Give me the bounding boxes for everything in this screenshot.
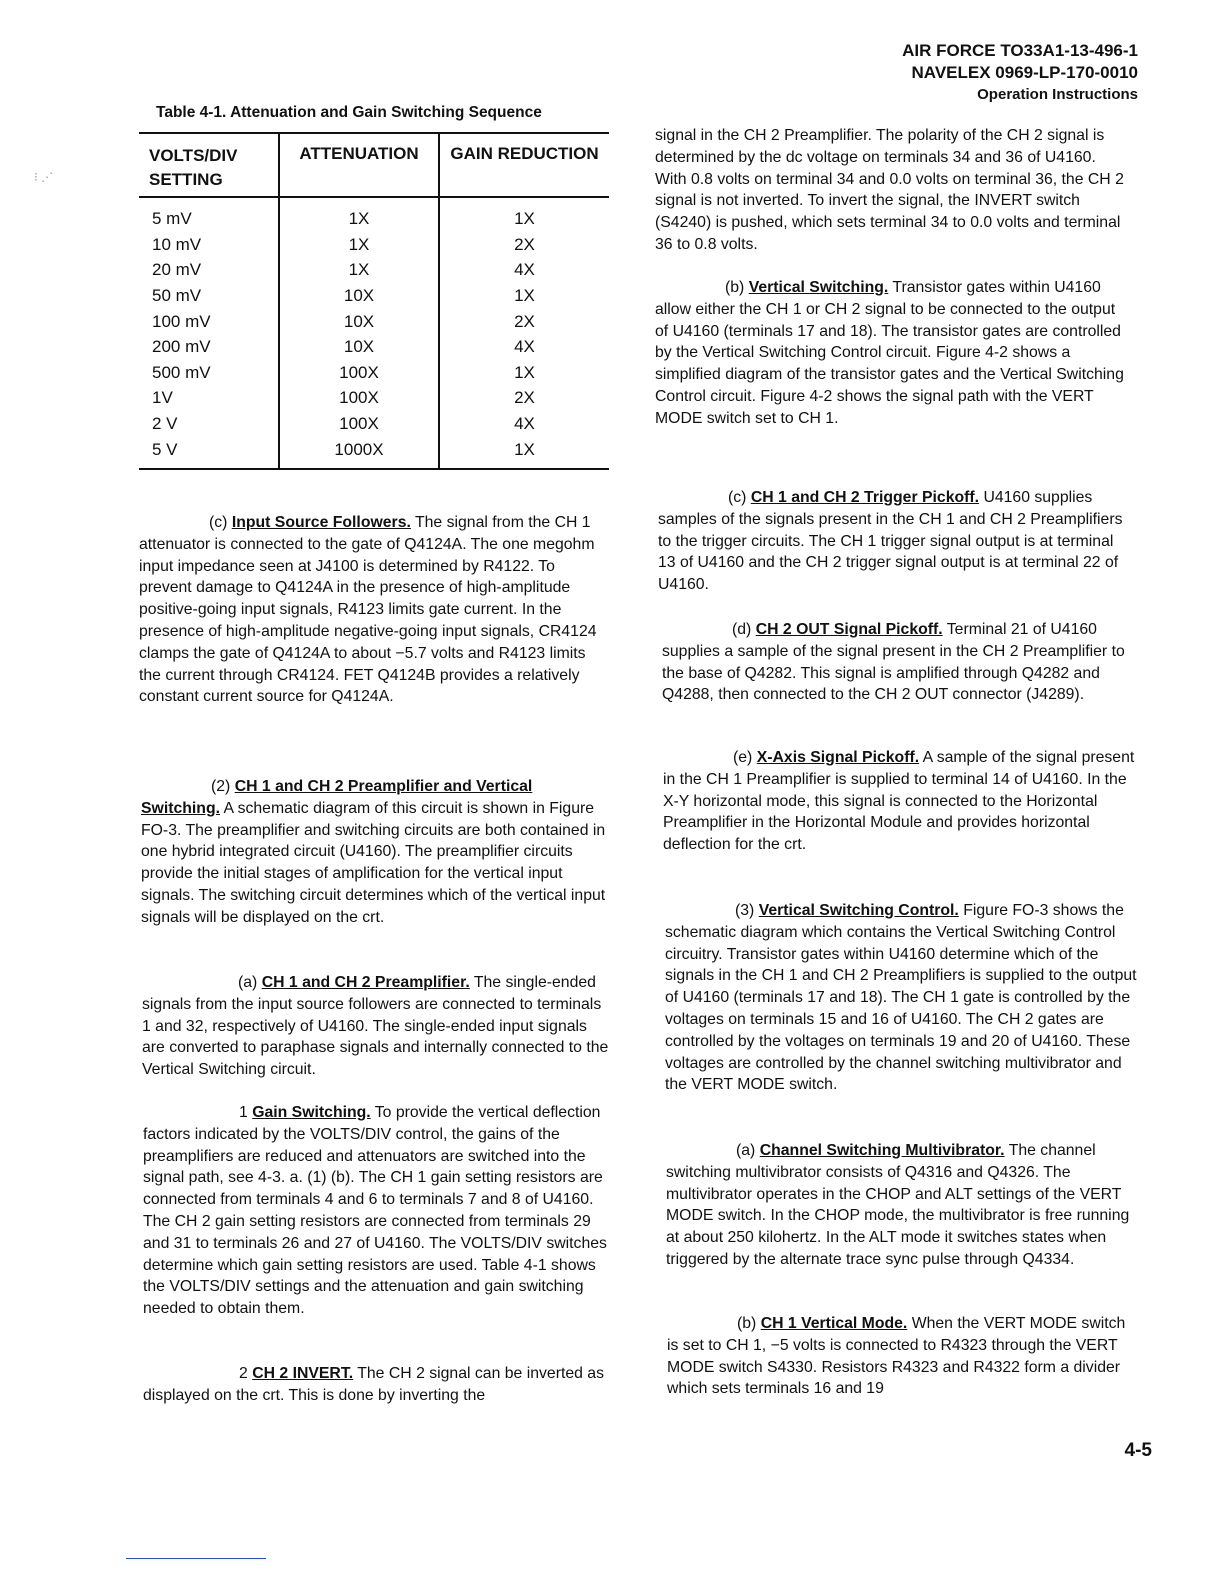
cell-attenuation: 1000X [279,436,439,469]
cell-attenuation: 100X [279,411,439,437]
cell-attenuation: 1X [279,232,439,258]
left-para-preamplifier-vertical-switching [141,776,611,929]
table-header-row [139,133,609,197]
para-text: U4160 supplies samples of the signals present in the CH 1 and CH 2 Preamplifiers to the trigger circuits. The CH 1 trigger signal output is at terminal 13 of U4160 and the CH 2 trigger signal output is at terminal 22 of U4160. [658,489,1123,594]
table-row [139,360,609,386]
scan-speck: ⁝ ⋰ [34,170,54,184]
para-heading: CH 1 Vertical Mode. [760,1315,908,1332]
cell-attenuation: 10X [279,283,439,309]
cell-attenuation: 10X [279,308,439,334]
cell-gain: 1X [439,436,609,469]
cell-gain: 4X [514,260,535,280]
para-number: (2) [211,778,231,795]
cell-attenuation: 1X [279,197,439,232]
cell-volts: 5 mV [139,197,279,232]
table-row [139,334,609,360]
para-text: Terminal 21 of U4160 supplies a sample of the signal present in the CH 2 Preamplifier to the base of Q4282. This signal is amplified through Q4282 and Q4288, then connected to the CH 2 OUT connector (J4289). [662,621,1125,704]
page-header [902,40,1138,106]
para-heading: X-Axis Signal Pickoff. [756,749,920,766]
left-para-ch2-invert [143,1363,619,1407]
para-heading: CH 1 and CH 2 Preamplifier and Vertical Switching. [141,778,533,817]
para-text: signal in the CH 2 Preamplifier. The polarity of the CH 2 signal is determined by the dc voltage on terminals 34 and 36 of U4160. With 0.8 volts on terminal 34 and 0.0 volts on terminal 36, the CH 2 signal is not inverted. To invert the signal, the INVERT switch (S4240) is pushed, which sets terminal 34 to 0.0 volts and terminal 36 to 0.8 volts. [655,127,1124,253]
para-text: To provide the vertical deflection factors indicated by the VOLTS/DIV control, the gains of the preamplifiers are reduced and attenuators are switched into the signal path, see 4-3. a. (1) (b). The CH 1 gain setting resistors are connected from terminals 4 and 6 to terminals 7 and 8 of U4160. The CH 2 gain setting resistors are connected from terminals 29 and 31 to terminals 26 and 27 of U4160. The VOLTS/DIV switches determine which gain setting resistors are used. Table 4-1 shows the VOLTS/DIV settings and the attenuation and gain switching needed to obtain them. [143,1104,607,1318]
attenuation-table [139,132,609,470]
para-number: 2 [239,1365,248,1382]
para-number: 1 [239,1104,248,1121]
cell-gain: 1X [514,362,535,382]
para-heading: Input Source Followers. [231,514,411,531]
header-volts-div: VOLTS/DIV SETTING [139,133,279,197]
para-text: A schematic diagram of this circuit is shown in Figure FO-3. The preamplifier and switching circuits are both contained in one hybrid integrated circuit (U4160). The preamplifier circuits provide the initial stages of amplification for the vertical input signals. The switching circuit determines which of the vertical input signals will be displayed on the crt. [141,799,606,926]
cell-gain: 1X [514,209,535,229]
table-row [139,411,609,437]
table-row [139,257,609,283]
right-para-invert-continued [655,125,1127,256]
cell-volts: 500 mV [139,360,279,386]
cell-volts: 10 mV [139,232,279,258]
table-row [139,232,609,258]
cell-attenuation: 1X [279,257,439,283]
table-row [139,385,609,411]
cell-gain: 1X [514,286,535,306]
cell-gain: 2X [514,311,535,331]
para-text: Figure FO-3 shows the schematic diagram which contains the Vertical Switching Control circuitry. Transistor gates within U4160 determine which of the signals in the CH 1 and CH 2 Preamplifiers is supplied to the output of U4160 (terminals 17 and 18). The CH 1 gate is controlled by the voltages on terminals 15 and 16 of U4160. The CH 2 gates are controlled by the voltages on terminals 19 and 20 of U4160. These voltages are controlled by the channel switching multivibrator and the VERT MODE switch. [665,902,1137,1094]
para-text: The CH 2 signal can be inverted as displayed on the crt. This is done by inverting the [143,1365,604,1404]
para-text: The single-ended signals from the input source followers are connected to terminals 1 and 32, respectively of U4160. The single-ended input signals are converted to paraphase signals and internally connected to the Vertical Switching circuit. [142,974,609,1079]
table-caption: Table 4-1. Attenuation and Gain Switching Sequence [156,104,542,121]
cell-gain: 2X [514,388,535,408]
cell-attenuation: 100X [279,360,439,386]
right-para-vertical-switching-control [665,900,1139,1096]
header-attenuation: ATTENUATION [279,133,439,197]
page-number: 4-5 [1124,1440,1152,1461]
para-text: A sample of the signal present in the CH 1 Preamplifier is supplied to terminal 14 of U4160. In the X-Y horizontal mode, this signal is connected to the Horizontal Preamplifier in the Horizontal Module and provides horizontal deflection for the crt. [663,749,1135,854]
header-line-3: Operation Instructions [977,86,1138,103]
cell-volts: 2 V [139,411,279,437]
para-text: Transistor gates within U4160 allow either the CH 1 or CH 2 signal to be connected to the output of U4160 (terminals 17 and 18). The transistor gates are controlled by the Vertical Switching Control circuit. Figure 4-2 shows a simplified diagram of the transistor gates and the Vertical Switching Control circuit. Figure 4-2 shows the signal path with the VERT MODE switch set to CH 1. [655,279,1124,427]
para-heading: CH 1 and CH 2 Trigger Pickoff. [750,489,980,506]
para-number: (c) [209,514,228,531]
right-para-channel-switching-multivibrator [666,1140,1138,1271]
footer-rule [126,1558,266,1559]
para-heading: Vertical Switching. [748,279,889,296]
table-row [139,283,609,309]
para-heading: CH 2 OUT Signal Pickoff. [755,621,943,638]
cell-volts: 5 V [139,436,279,469]
table-row [139,436,609,469]
para-text: When the VERT MODE switch is set to CH 1, −5 volts is connected to R4323 through the VERT MODE switch S4330. Resistors R4323 and R4322 form a divider which sets terminals 16 and 19 [667,1315,1126,1398]
para-number: (b) [737,1315,757,1332]
cell-volts: 100 mV [139,308,279,334]
para-number: (d) [732,621,752,638]
para-heading: Gain Switching. [252,1104,371,1121]
cell-gain: 4X [514,414,535,434]
right-para-ch2-out-pickoff [662,619,1132,706]
para-number: (a) [238,974,258,991]
cell-volts: 20 mV [139,257,279,283]
para-heading: Vertical Switching Control. [758,902,959,919]
cell-attenuation: 10X [279,334,439,360]
left-para-preamplifier [142,972,612,1081]
left-para-gain-switching [143,1102,613,1320]
table-row [139,308,609,334]
table-row [139,197,609,232]
cell-volts: 50 mV [139,283,279,309]
header-line-1: AIR FORCE TO33A1-13-496-1 [902,41,1138,60]
para-number: (b) [725,279,745,296]
para-heading: Channel Switching Multivibrator. [759,1142,1005,1159]
para-text: The channel switching multivibrator consists of Q4316 and Q4326. The multivibrator operates in the CHOP and ALT settings of the VERT MODE switch. In the CHOP mode, the multivibrator is free running at about 250 kilohertz. In the ALT mode it switches states when triggered by the alternate trace sync pulse through Q4334. [666,1142,1130,1268]
right-para-ch1-vertical-mode [667,1313,1139,1400]
para-number: (a) [736,1142,756,1159]
cell-gain: 4X [514,337,535,357]
cell-volts: 1V [139,385,279,411]
header-gain-reduction: GAIN REDUCTION [439,133,609,197]
cell-volts: 200 mV [139,334,279,360]
right-para-vertical-switching [655,277,1127,430]
cell-gain: 2X [514,234,535,254]
para-number: (3) [735,902,755,919]
left-para-input-source-followers [139,512,611,708]
para-number: (c) [728,489,747,506]
para-number: (e) [733,749,753,766]
right-para-trigger-pickoff [658,487,1130,596]
cell-attenuation: 100X [279,385,439,411]
para-heading: CH 2 INVERT. [252,1365,354,1382]
right-para-x-axis-pickoff [663,747,1135,856]
header-line-2: NAVELEX 0969-LP-170-0010 [911,63,1138,82]
para-text: The signal from the CH 1 attenuator is connected to the gate of Q4124A. The one megohm input impedance seen at J4100 is determined by R4122. To prevent damage to Q4124A in the presence of high-amplitude positive-going input signals, R4123 limits gate current. In the presence of high-amplitude negative-going input signals, CR4124 clamps the gate of Q4124A to about −5.7 volts and R4123 limits the current through CR4124. FET Q4124B provides a relatively constant current source for Q4124A. [139,514,597,706]
para-heading: CH 1 and CH 2 Preamplifier. [261,974,470,991]
